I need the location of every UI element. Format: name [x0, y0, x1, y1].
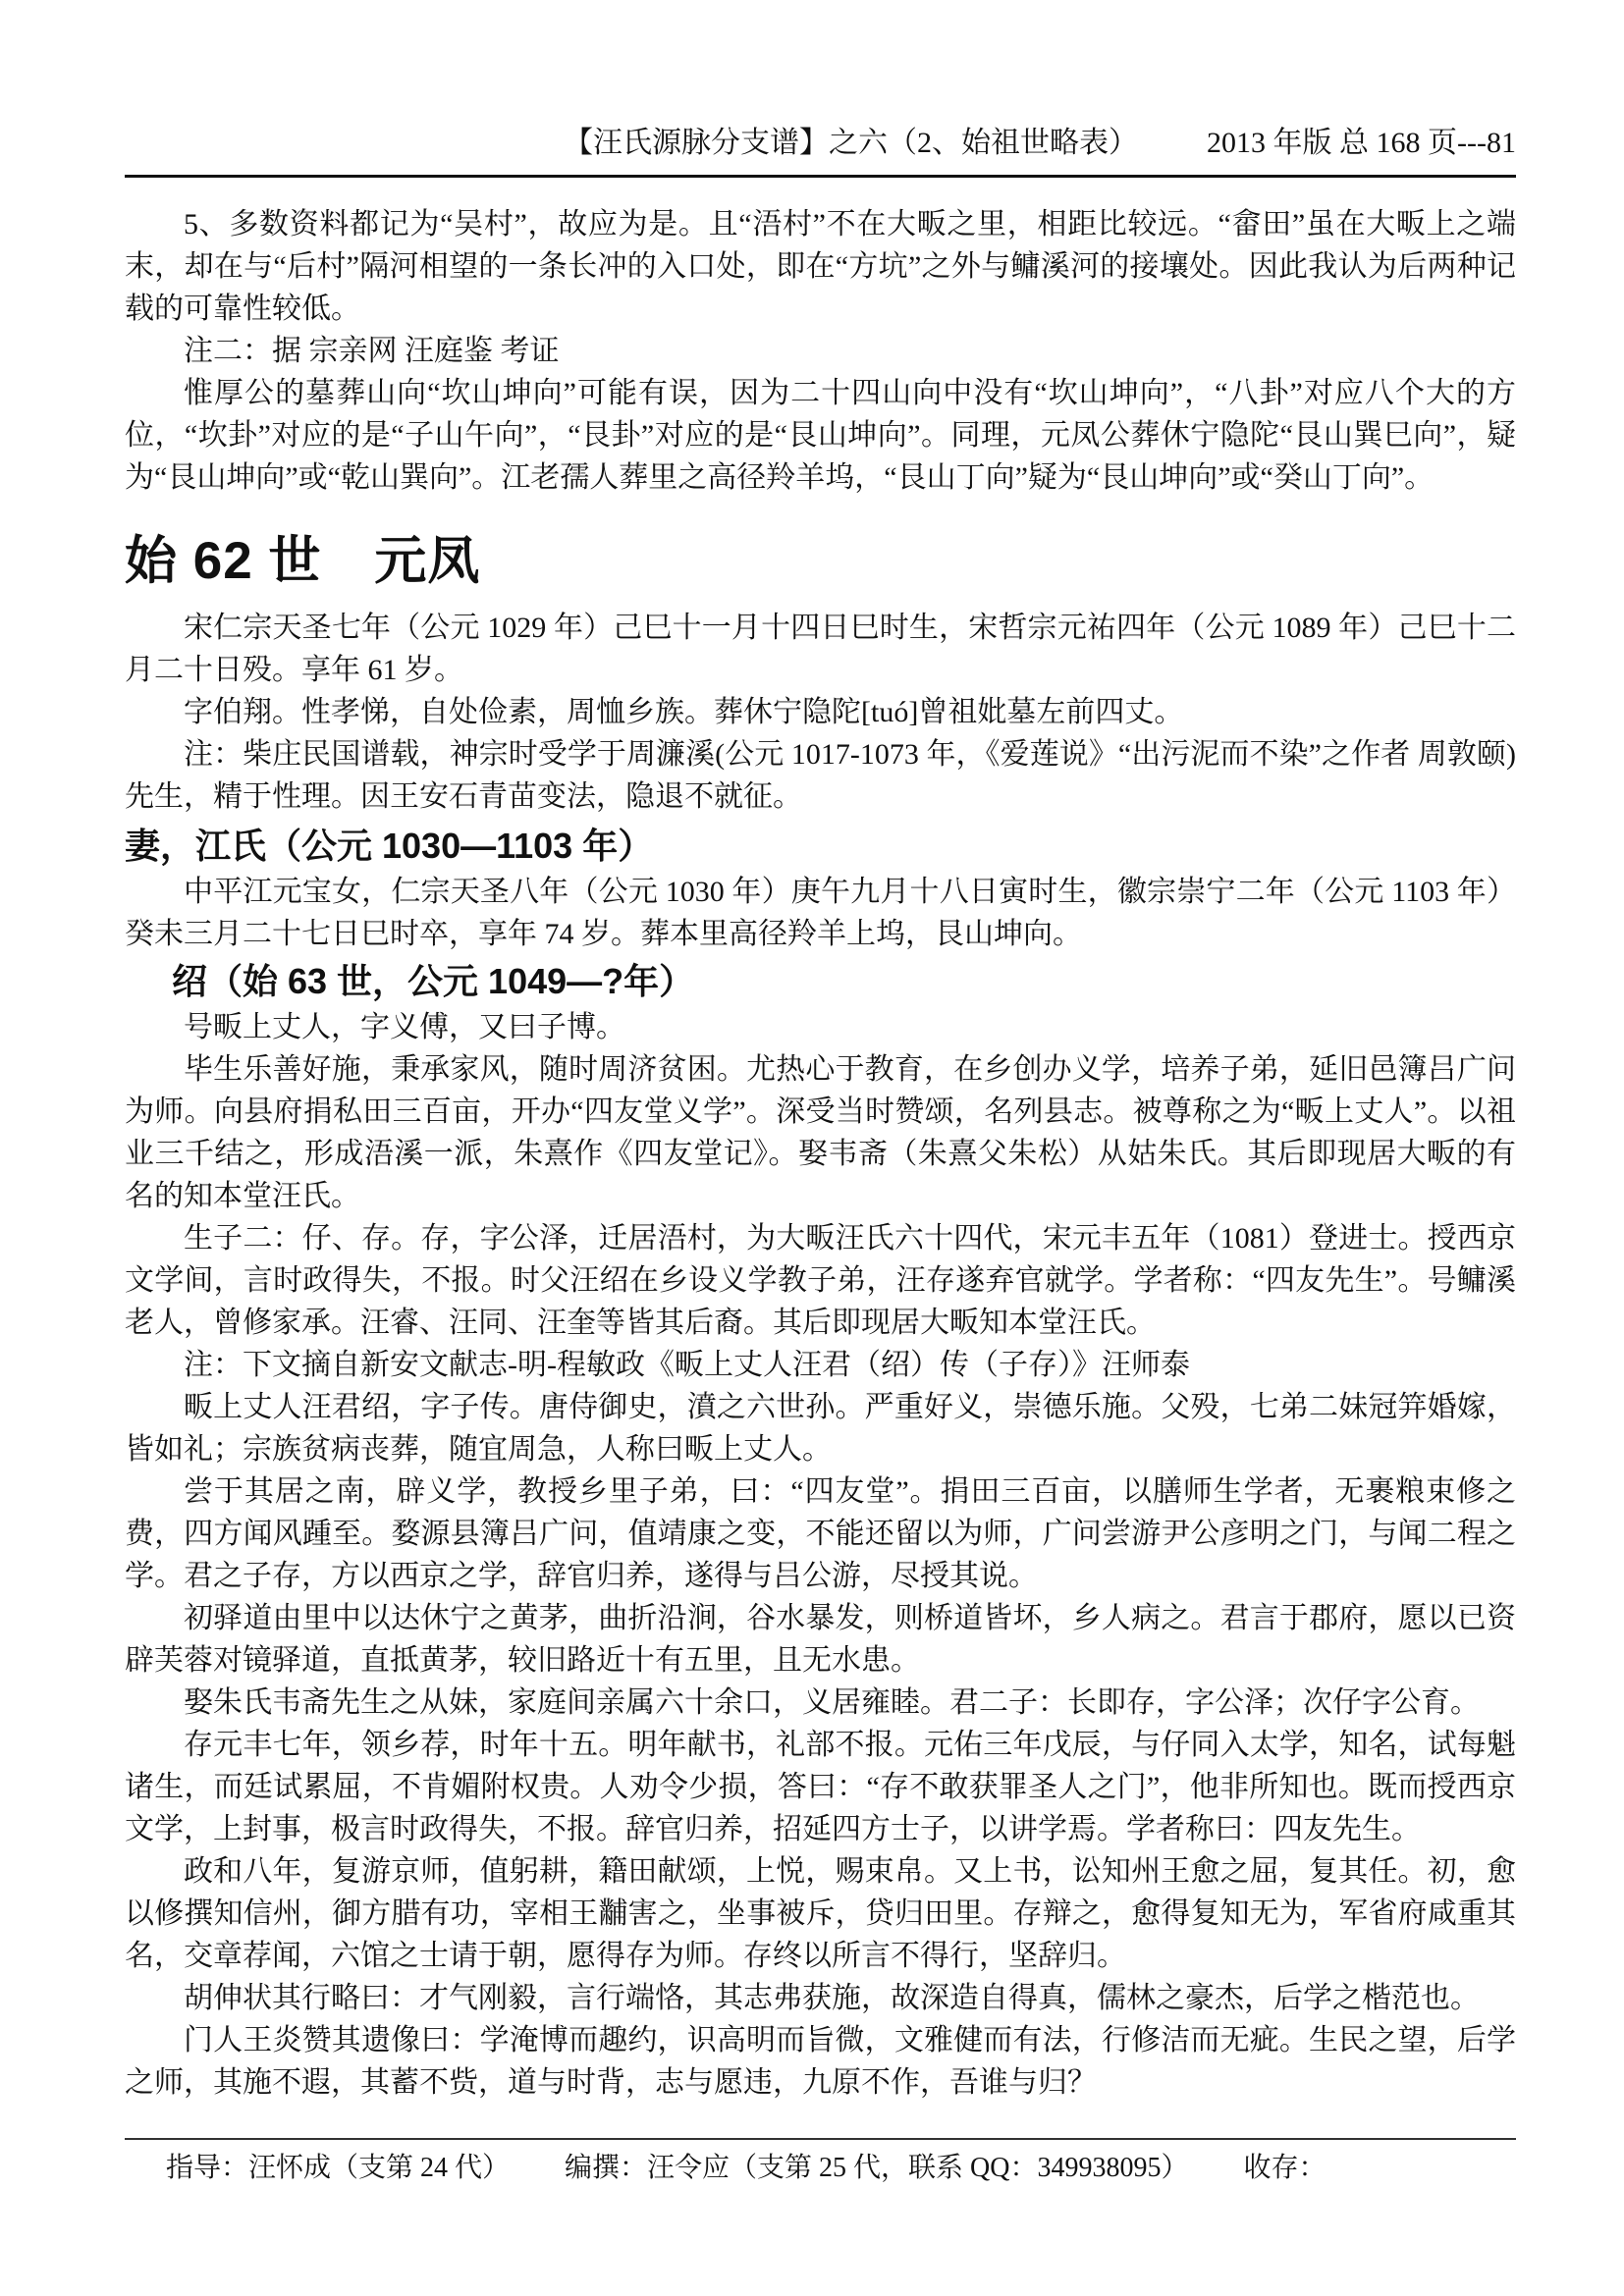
body-paragraph: 惟厚公的墓葬山向“坎山坤向”可能有误，因为二十四山向中没有“坎山坤向”，“八卦”对应八个大的方位，“坎卦”对应的是“子山午向”，“艮卦”对应的是“艮山坤向”。同理，元凤公葬休宁隐陀“艮山巽巳向”，疑为“艮山坤向”或“乾山巽向”。江老孺人葬里之高径羚羊坞，“艮山丁向”疑为“艮山坤向”或“癸山丁向”。: [125, 377, 1516, 494]
footer-advisor: 指导：汪怀成（支第 24 代）: [166, 2153, 511, 2183]
body-paragraph: 毕生乐善好施，秉承家风，随时周济贫困。尤热心于教育，在乡创办义学，培养子弟，延旧邑簿吕广问为师。向县府捐私田三百亩，开办“四友堂义学”。深受当时赞颂，名列县志。被尊称之为“畈上丈人”。以祖业三千结之，形成浯溪一派，朱熹作《四友堂记》。娶韦斋（朱熹父朱松）从姑朱氏。其后即现居大畈的有名的知本堂汪氏。: [125, 1053, 1516, 1212]
body-paragraph: 政和八年，复游京师，值躬耕，籍田献颂，上悦，赐束帛。又上书，讼知州王愈之屈，复其任。初，愈以修撰知信州，御方腊有功，宰相王黼害之，坐事被斥，贷归田里。存辩之，愈得复知无为，军省府咸重其名，交章荐闻，六馆之士请于朝，愿得存为师。存终以所言不得行，坚辞归。: [125, 1855, 1516, 1972]
document-body: [125, 203, 1516, 2104]
section-heading: 妻，江氏（公元 1030—1103 年）: [125, 826, 654, 866]
page-header-title: 【汪氏源脉分支谱】之六（2、始祖世略表）: [564, 127, 1139, 159]
body-paragraph: 尝于其居之南，辟义学，教授乡里子弟，曰：“四友堂”。捐田三百亩，以膳师生学者，无裹粮束修之费，四方闻风踵至。婺源县簿吕广问，值靖康之变，不能还留以为师，广问尝游尹公彦明之门，与闻二程之学。君之子存，方以西京之学，辞官归养，遂得与吕公游，尽授其说。: [125, 1475, 1516, 1592]
body-paragraph: 宋仁宗天圣七年（公元 1029 年）己巳十一月十四日巳时生，宋哲宗元祐四年（公元 1089 年）己巳十二月二十日殁。享年 61 岁。: [125, 612, 1516, 686]
body-paragraph: 注：下文摘自新安文献志-明-程敏政《畈上丈人汪君（绍）传（子存）》汪师泰: [184, 1349, 1190, 1381]
section-heading: 始 62 世 元凤: [125, 532, 481, 590]
section-heading: 绍（始 63 世，公元 1049—?年）: [172, 961, 695, 1001]
body-paragraph: 存元丰七年，领乡荐，时年十五。明年献书，礼部不报。元佑三年戊辰，与仔同入太学，知名，试每魁诸生，而廷试累屈，不肯媚附权贵。人劝令少损，答曰：“存不敢获罪圣人之门”，他非所知也。既而授西京文学，上封事，极言时政得失，不报。辞官归养，招延四方士子，以讲学焉。学者称曰：四友先生。: [125, 1729, 1516, 1845]
body-paragraph: 娶朱氏韦斋先生之从妹，家庭间亲属六十余口，义居雍睦。君二子：长即存，字公泽；次仔字公育。: [184, 1686, 1480, 1719]
body-paragraph: 字伯翔。性孝悌，自处俭素，周恤乡族。葬休宁隐陀[tuó]曾祖妣墓左前四丈。: [184, 696, 1184, 728]
body-paragraph: 号畈上丈人，字义傅，又曰子博。: [184, 1011, 625, 1043]
header-rule: [125, 175, 1516, 178]
body-paragraph: 畈上丈人汪君绍，字子传。唐侍御史，濆之六世孙。严重好义，崇德乐施。父殁，七弟二妹冠笄婚嫁，皆如礼；宗族贫病丧葬，随宜周急，人称曰畈上丈人。: [125, 1391, 1516, 1466]
body-paragraph: 生子二：仔、存。存，字公泽，迁居浯村，为大畈汪氏六十四代，宋元丰五年（1081）登进士。授西京文学间，言时政得失，不报。时父汪绍在乡设义学教子弟，汪存遂弃官就学。学者称：“四友先生”。号鳙溪老人，曾修家承。汪睿、汪同、汪奎等皆其后裔。其后即现居大畈知本堂汪氏。: [125, 1222, 1516, 1339]
page-footer: [125, 2138, 1516, 2185]
body-paragraph: 中平江元宝女，仁宗天圣八年（公元 1030 年）庚午九月十八日寅时生，徽宗崇宁二年（公元 1103 年）癸未三月二十七日巳时卒，享年 74 岁。葬本里高径羚羊上坞，艮山坤向。: [125, 876, 1516, 950]
page-header-edition-pagenumber: 2013 年版 总 168 页---81: [1207, 127, 1516, 159]
footer-editor: 编撰：汪令应（支第 25 代，联系 QQ：349938095）: [565, 2153, 1189, 2183]
page-header: [125, 126, 1516, 161]
body-paragraph: 门人王炎赞其遗像曰：学淹博而趣约，识高明而旨微，文雅健而有法，行修洁而无疵。生民之望，后学之师，其施不遐，其蓄不赀，道与时背，志与愿违，九原不作，吾谁与归？: [125, 2024, 1516, 2099]
body-paragraph: 注：柴庄民国谱载，神宗时受学于周濂溪(公元 1017-1073 年，《爱莲说》“出污泥而不染”之作者 周敦颐)先生，精于性理。因王安石青苗变法，隐退不就征。: [125, 738, 1516, 813]
body-paragraph: 5、多数资料都记为“吴村”，故应为是。且“浯村”不在大畈之里，相距比较远。“畲田”虽在大畈上之端末，却在与“后村”隔河相望的一条长冲的入口处，即在“方坑”之外与鳙溪河的接壤处。因此我认为后两种记载的可靠性较低。: [125, 208, 1516, 325]
body-paragraph: 初驿道由里中以达休宁之黄茅，曲折沿涧，谷水暴发，则桥道皆坏，乡人病之。君言于郡府，愿以已资辟芙蓉对镜驿道，直抵黄茅，较旧路近十有五里，且无水患。: [125, 1602, 1516, 1677]
body-paragraph: 注二：据 宗亲网 汪庭鉴 考证: [184, 335, 560, 367]
footer-keeper: 收存：: [1243, 2153, 1326, 2183]
body-paragraph: 胡伸状其行略曰：才气刚毅，言行端恪，其志弗获施，故深造自得真，儒林之豪杰，后学之楷范也。: [184, 1982, 1480, 2014]
